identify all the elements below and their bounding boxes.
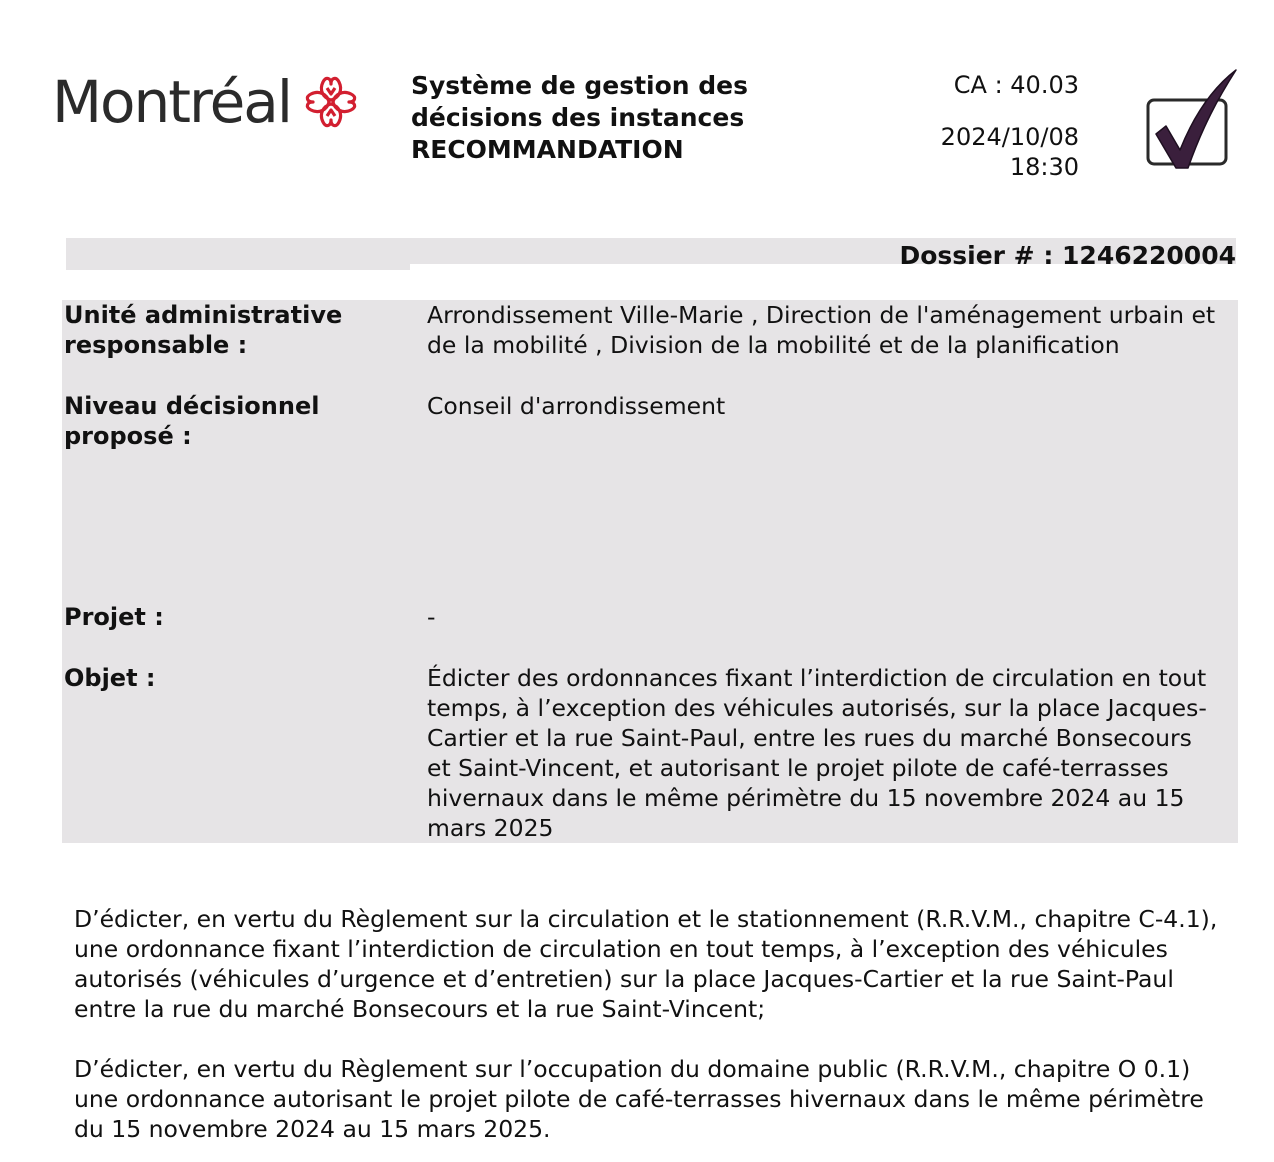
niveau-label: Niveau décisionnel proposé : <box>64 392 320 450</box>
unite-value: Arrondissement Ville-Marie , Direction de l'aménagement urbain et de la mobilité , Division de la mobilité et de la planification <box>427 301 1216 359</box>
projet-value: - <box>427 603 436 631</box>
objet-value: Édicter des ordonnances fixant l’interdiction de circulation en tout temps, à l’exception des véhicules autorisés, sur la place Jacques-Cartier et la rue Saint-Paul, entre les rues du marché Bonsecours et Saint-Vincent, et autorisant le projet pilote de café-terrasses hivernaux dans le même périmètre du 15 novembre 2024 au 15 mars 2025 <box>427 664 1207 842</box>
system-title-line: décisions des instances <box>411 103 745 132</box>
dossier-number: Dossier # : 1246220004 <box>899 241 1236 270</box>
recommendation-paragraph-2: D’édicter, en vertu du Règlement sur l’occupation du domaine public (R.R.V.M., chapitre O 0.1) une ordonnance autorisant le projet pilote de café-terrasses hivernaux dans le même périmètre du 15 novembre 2024 au 15 mars 2025. <box>74 1055 1204 1143</box>
system-title <box>411 70 831 166</box>
recommendation-paragraph-1: D’édicter, en vertu du Règlement sur la circulation et le stationnement (R.R.V.M., chapitre C-4.1), une ordonnance fixant l’interdiction de circulation en tout temps, à l’exception des véhicules autorisés (véhicules d’urgence et d’entretien) sur la place Jacques-Cartier et la rue Saint-Paul entre la rue du marché Bonsecours et la rue Saint-Vincent; <box>74 905 1218 1023</box>
info-block <box>62 300 1238 843</box>
meta-block <box>941 70 1079 182</box>
montreal-logo <box>52 68 365 136</box>
date: 2024/10/08 <box>940 123 1079 151</box>
rosette-icon <box>297 68 365 136</box>
unite-label: Unité administrative responsable : <box>64 301 343 359</box>
objet-label: Objet : <box>64 664 156 692</box>
system-title-line: Système de gestion des <box>411 71 749 100</box>
ca-code: CA : 40.03 <box>953 71 1079 99</box>
time: 18:30 <box>1009 153 1079 181</box>
checkmark-box-icon <box>1146 68 1238 174</box>
projet-label: Projet : <box>64 603 164 631</box>
logo-wordmark: Montréal <box>52 68 291 136</box>
document-type: RECOMMANDATION <box>411 135 684 164</box>
niveau-value: Conseil d'arrondissement <box>427 392 726 420</box>
